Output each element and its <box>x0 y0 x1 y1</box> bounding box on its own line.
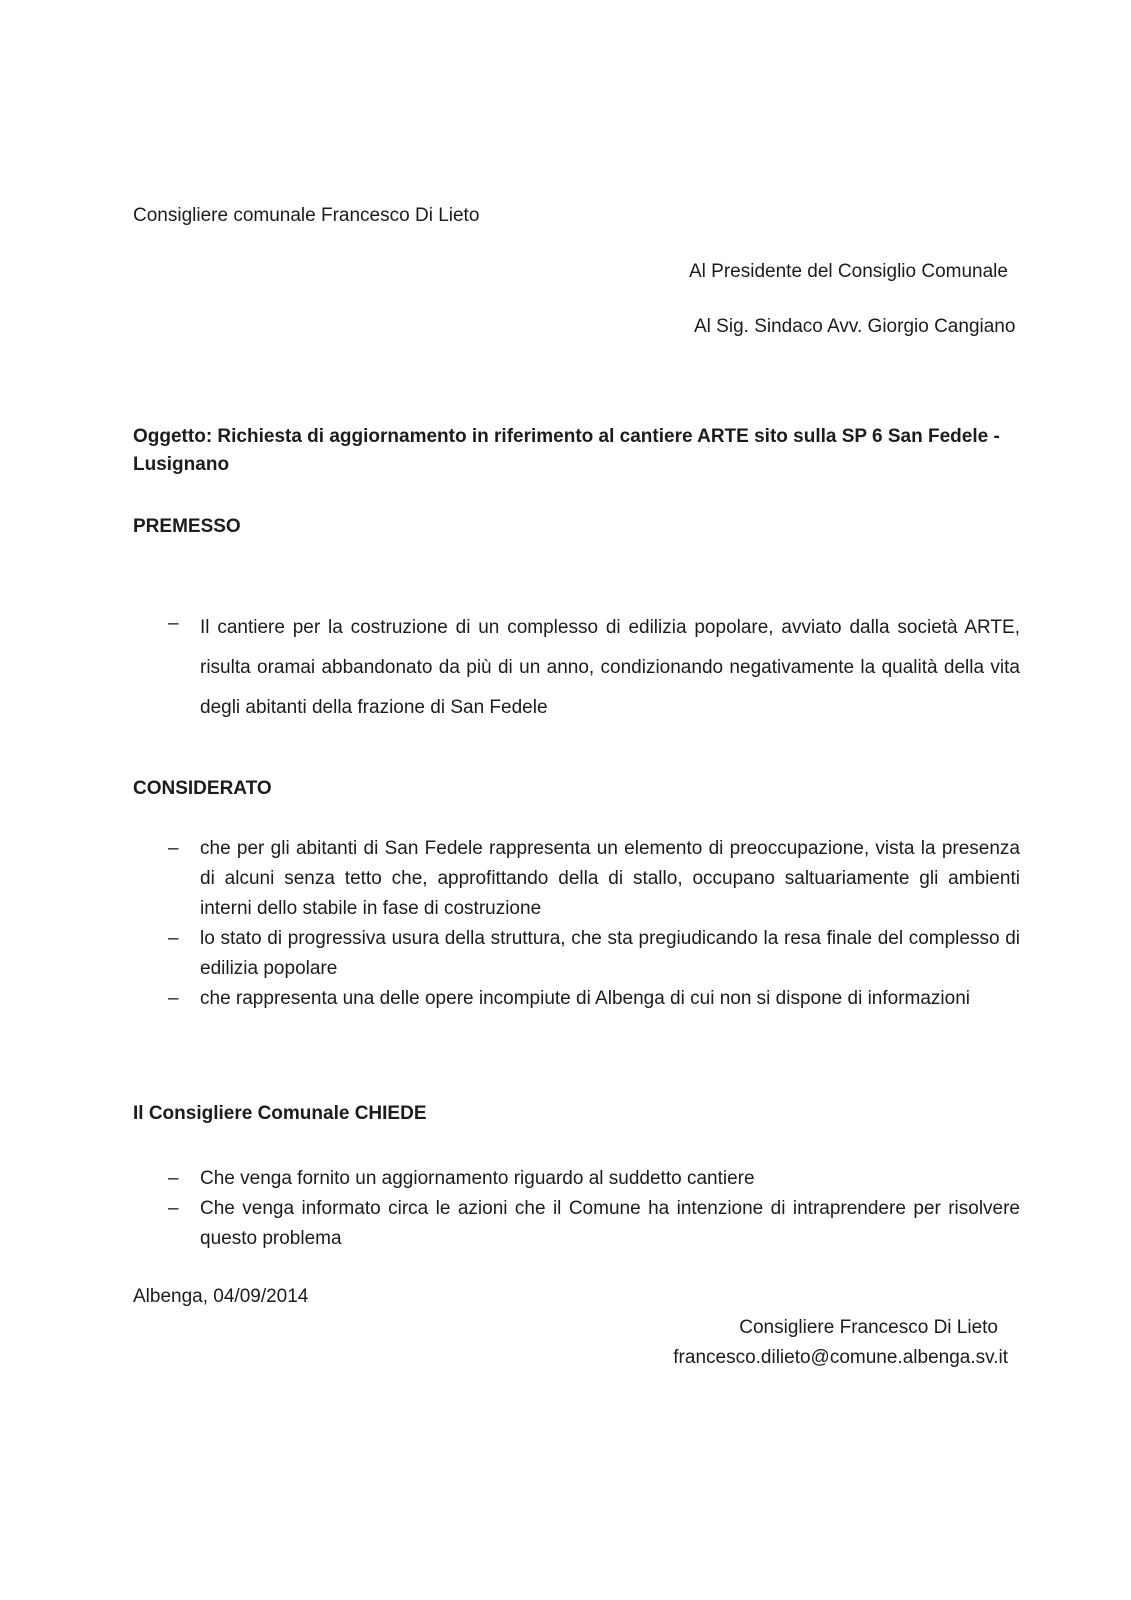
list-item <box>133 984 1020 1014</box>
subject-line-1: Oggetto: Richiesta di aggiornamento in riferimento al cantiere ARTE sito sulla SP 6 San Fedele - <box>133 426 1000 447</box>
list-item <box>133 1164 1020 1194</box>
recipient-president: Al Presidente del Consiglio Comunale <box>689 261 1008 282</box>
dash-bullet: – <box>168 928 179 949</box>
considerato-item-text: che rappresenta una delle opere incompiute di Albenga di cui non si dispone di informazioni <box>200 988 971 1009</box>
list-item <box>133 834 1020 924</box>
chiede-item-text: Che venga fornito un aggiornamento riguardo al suddetto cantiere <box>200 1168 755 1189</box>
list-item <box>133 1194 1020 1254</box>
chiede-heading: Il Consigliere Comunale CHIEDE <box>133 1103 427 1124</box>
premesso-item-text: Il cantiere per la costruzione di un complesso di edilizia popolare, avviato dalla società ARTE, risulta oramai abbandonato da più di un anno, condizionando negativamente la qualità della vita degli abitanti della frazione di San Fedele <box>200 617 1020 718</box>
dash-bullet: – <box>168 988 179 1009</box>
considerato-heading: CONSIDERATO <box>133 778 272 799</box>
email-address: francesco.dilieto@comune.albenga.sv.it <box>673 1347 1008 1368</box>
sender-line: Consigliere comunale Francesco Di Lieto <box>133 205 480 226</box>
considerato-item-text: lo stato di progressiva usura della struttura, che sta pregiudicando la resa finale del complesso di edilizia popolare <box>200 928 1020 979</box>
dash-bullet: – <box>168 1198 179 1219</box>
dash-bullet: – <box>168 613 179 634</box>
dash-bullet: – <box>168 838 179 859</box>
place-date: Albenga, 04/09/2014 <box>133 1286 309 1307</box>
considerato-item-text: che per gli abitanti di San Fedele rappresenta un elemento di preoccupazione, vista la presenza di alcuni senza tetto che, approfittando della di stallo, occupano saltuariamente gli ambienti interni dello stabile in fase di costruzione <box>200 838 1020 919</box>
chiede-item-text: Che venga informato circa le azioni che il Comune ha intenzione di intraprendere per risolvere questo problema <box>200 1198 1020 1249</box>
subject-line-2: Lusignano <box>133 454 230 475</box>
premesso-heading: PREMESSO <box>133 516 241 537</box>
recipient-mayor: Al Sig. Sindaco Avv. Giorgio Cangiano <box>694 316 1016 337</box>
list-item <box>133 924 1020 984</box>
list-item <box>133 608 1020 728</box>
signature: Consigliere Francesco Di Lieto <box>739 1317 998 1338</box>
dash-bullet: – <box>168 1168 179 1189</box>
